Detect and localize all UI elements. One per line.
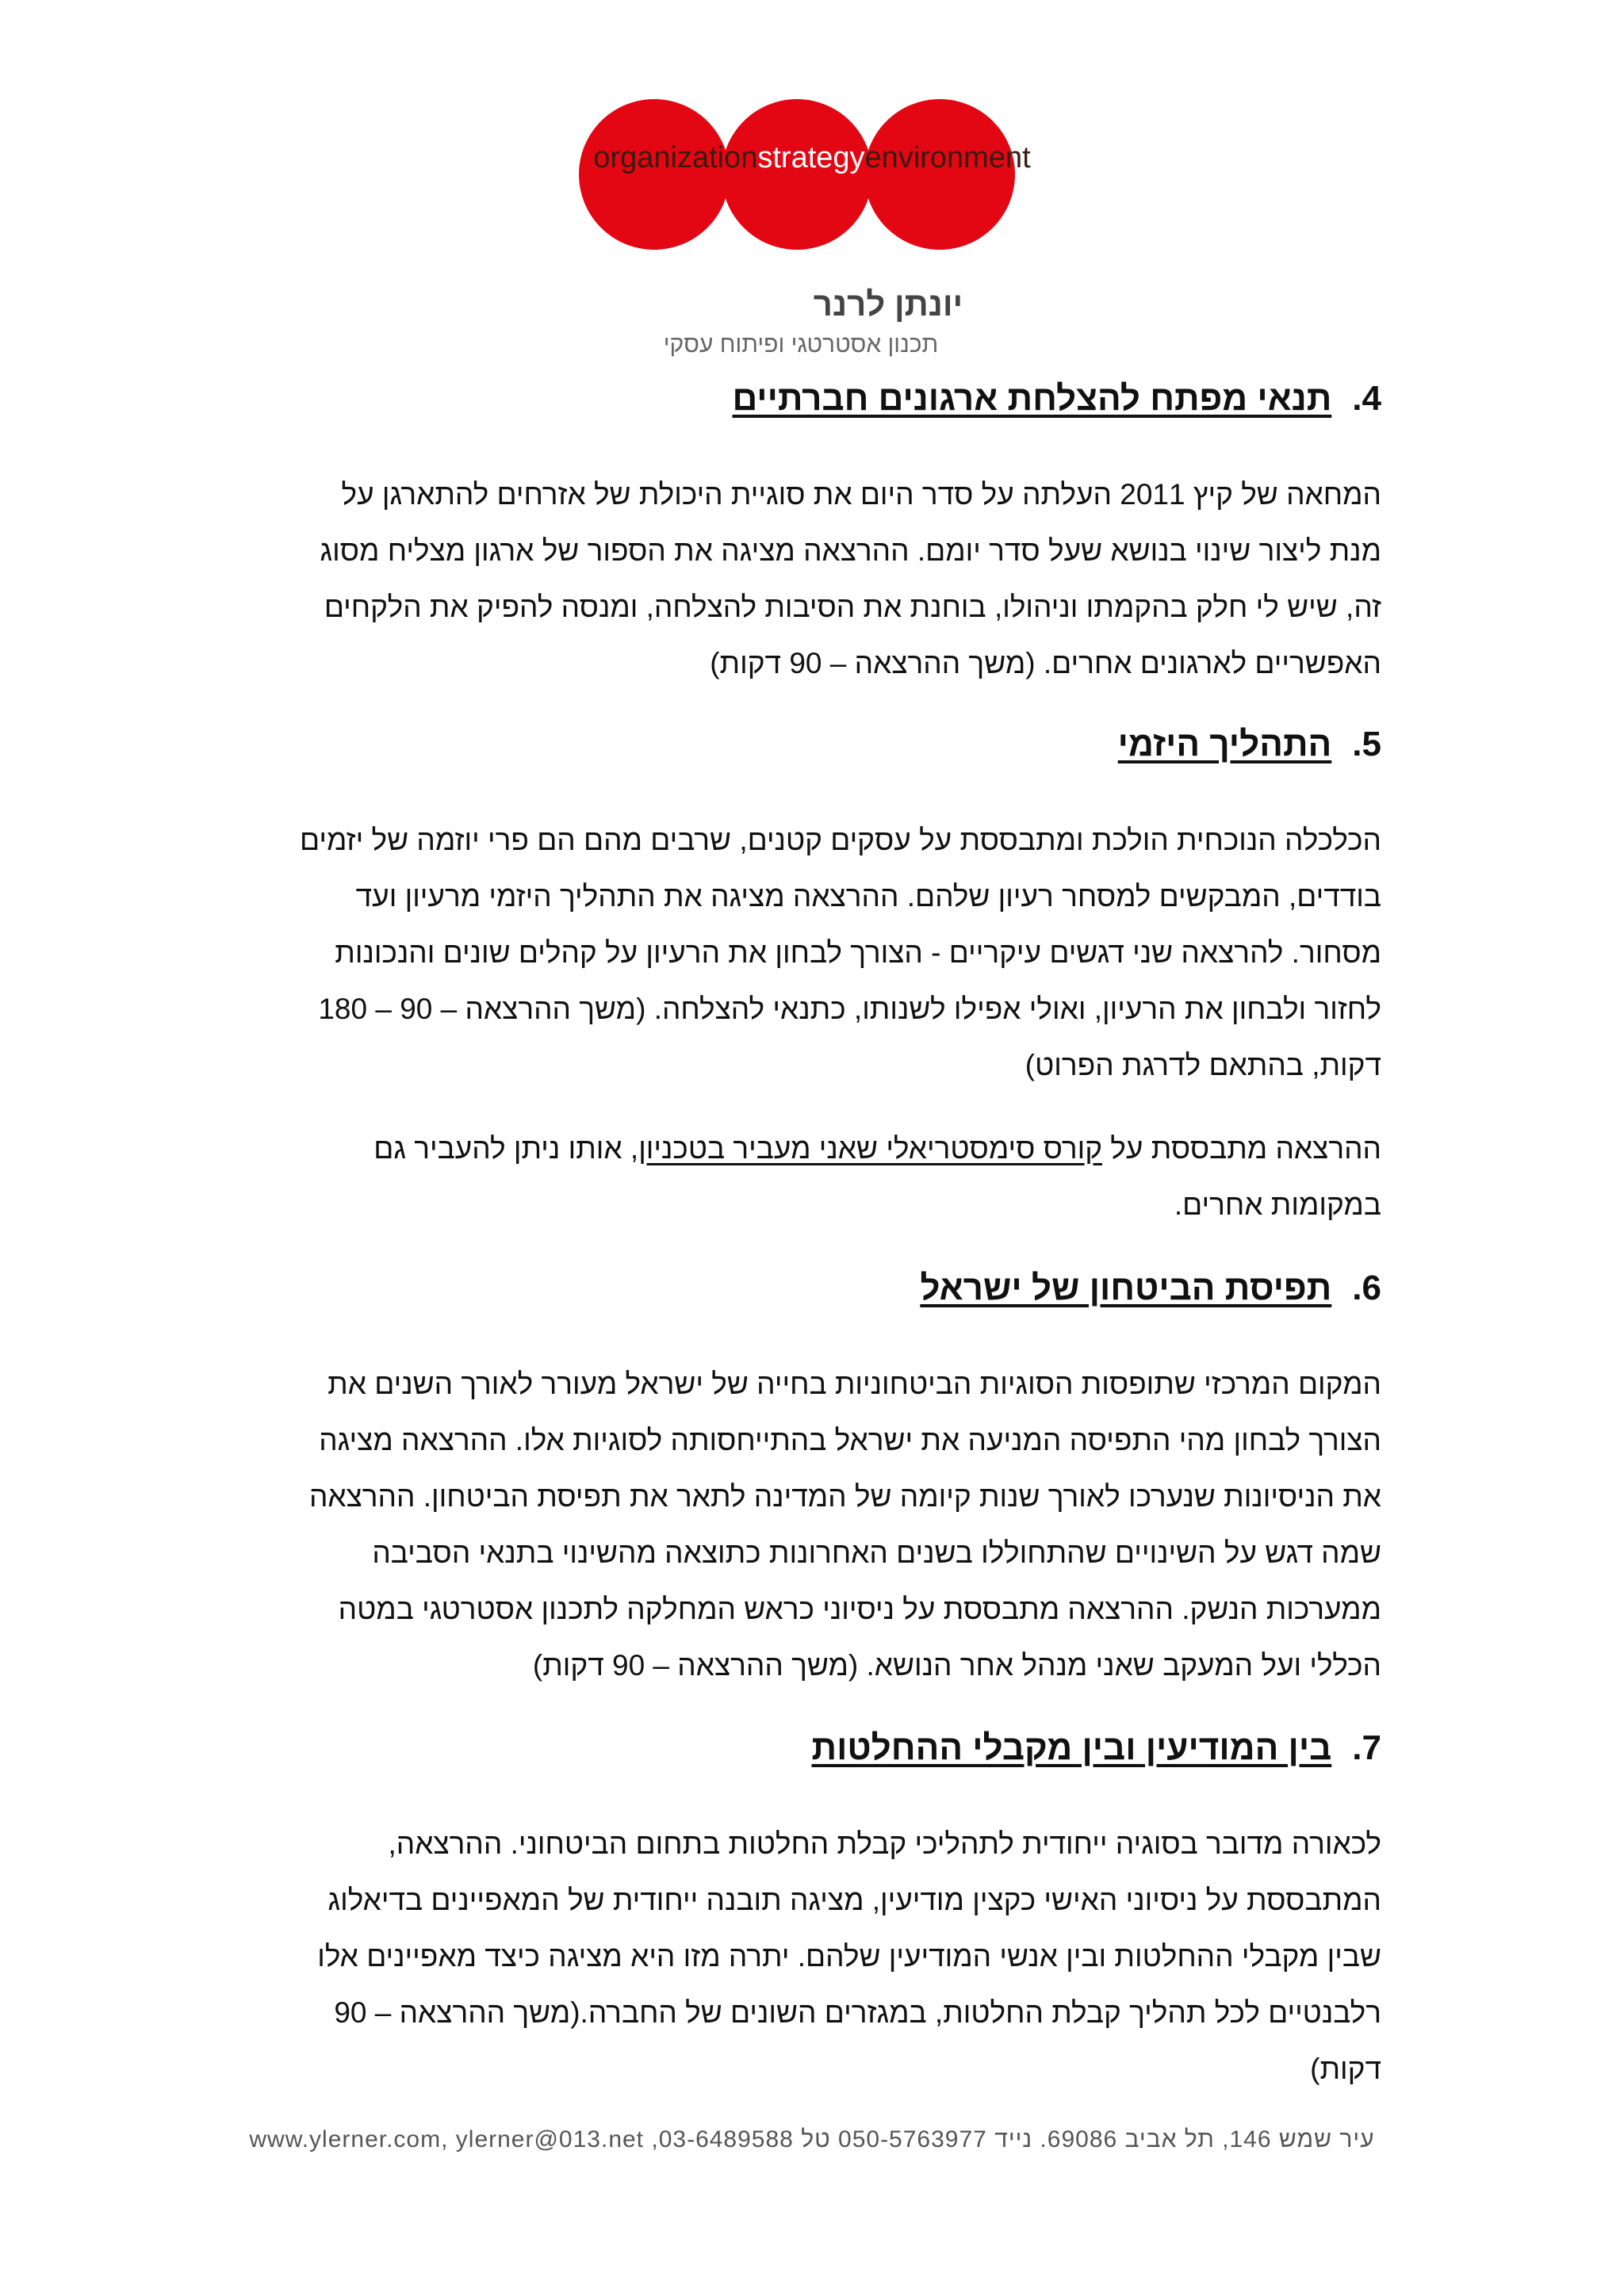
section-5-line: בודדים, המבקשים למסחר רעיון שלהם. ההרצאה מציגה את התהליך היזמי מרעיון ועד xyxy=(355,880,1381,913)
section-4-number: 4. xyxy=(1352,379,1381,418)
section-6-line: שמה דגש על השינויים שהתחוללו בשנים האחרונות כתוצאה מהשינוי בתנאי הסביבה xyxy=(372,1536,1381,1569)
section-6-number: 6. xyxy=(1352,1269,1381,1307)
logo-word-organization: organization xyxy=(593,141,758,174)
section-7-number: 7. xyxy=(1352,1728,1381,1767)
footer-contact: עיר שמש 146, תל אביב 69086. נייד 050-5763977 טל 03-6489588, www.ylerner.com, ylerner@013.net xyxy=(249,2126,1375,2152)
section-4-line: האפשריים לארגונים אחרים. (משך ההרצאה – 90 דקות) xyxy=(710,647,1381,679)
logo-word-environment: environment xyxy=(864,141,1031,174)
section-5-line: מסחור. להרצאה שני דגשים עיקריים - הצורך לבחון את הרעיון על קהלים שונים והנכונות xyxy=(335,936,1381,969)
section-4 xyxy=(320,379,1381,691)
section-6-body xyxy=(309,1356,1381,1693)
section-5-title: התהליך היזמי xyxy=(1117,725,1332,763)
section-5-heading xyxy=(300,725,1381,764)
section-5-body xyxy=(300,812,1381,1093)
section-4-line: מנת ליצור שינוי בנושא שעל סדר יומם. ההרצאה מציגה את הספור של ארגון מצליח מסוג xyxy=(320,534,1381,567)
section-4-line: זה, שיש לי חלק בהקמתו וניהולו, בוחנת את הסיבות להצלחה, ומנסה להפיק את הלקחים xyxy=(324,591,1381,623)
section-7-line: שבין מקבלי ההחלטות ובין אנשי המודיעין שלהם. יתרה מזו היא מציגה כיצד מאפיינים אלו xyxy=(317,1940,1381,1973)
author-tagline: תכנון אסטרטגי ופיתוח עסקי xyxy=(663,331,939,358)
section-7-title: בין המודיעין ובין מקבלי ההחלטות xyxy=(811,1728,1332,1767)
section-5-extra-before: ההרצאה מתבססת על xyxy=(1102,1132,1381,1165)
section-6 xyxy=(309,1269,1381,1693)
section-6-line: הכללי ועל המעקב שאני מנהל אחר הנושא. (משך ההרצאה – 90 דקות) xyxy=(532,1649,1381,1682)
section-5-extra-line: במקומות אחרים. xyxy=(1174,1188,1381,1221)
section-6-heading xyxy=(309,1269,1381,1308)
section-5-line: הכלכלה הנוכחית הולכת ומתבססת על עסקים קטנים, שרבים מהם הם פרי יוזמה של יזמים xyxy=(300,824,1381,856)
section-4-heading xyxy=(320,379,1381,419)
logo-wordmark xyxy=(0,141,1624,175)
section-5-extra-line xyxy=(300,1120,1381,1177)
course-link[interactable]: קורס סימסטריאלי שאני מעביר בטכניון xyxy=(638,1132,1103,1165)
section-6-line: את הניסיונות שנערכו לאורך שנות קיומה של המדינה לתאר את תפיסת הביטחון. ההרצאה xyxy=(308,1480,1381,1513)
section-5 xyxy=(300,725,1381,1233)
section-4-body xyxy=(320,466,1381,691)
section-7-heading xyxy=(317,1728,1381,1768)
section-4-title: תנאי מפתח להצלחת ארגונים חברתיים xyxy=(732,379,1332,418)
section-7-line: המתבססת על ניסיוני האישי כקצין מודיעין, מציגה תובנה ייחודית של המאפיינים בדיאלוג xyxy=(327,1884,1381,1916)
author-name: יונתן לרנר xyxy=(813,285,963,323)
section-5-extra xyxy=(300,1120,1381,1233)
section-7-line: רלבנטיים לכל תהליך קבלת החלטות, במגזרים השונים של החברה.(משך ההרצאה – 90 xyxy=(334,1996,1381,2029)
section-7-line: לכאורה מדובר בסוגיה ייחודית לתהליכי קבלת החלטות בתחום הביטחוני. ההרצאה, xyxy=(388,1827,1381,1860)
section-5-line: לחזור ולבחון את הרעיון, ואולי אפילו לשנותו, כתנאי להצלחה. (משך ההרצאה – 90 – 180 xyxy=(318,993,1381,1025)
section-7-line: דקות) xyxy=(1310,2053,1381,2085)
section-7 xyxy=(317,1728,1381,2097)
section-5-number: 5. xyxy=(1352,725,1381,763)
section-7-body xyxy=(317,1816,1381,2097)
section-4-line: המחאה של קיץ 2011 העלתה על סדר היום את סוגיית היכולת של אזרחים להתארגן על xyxy=(341,478,1381,511)
section-6-line: הצורך לבחון מהי התפיסה המניעה את ישראל בהתייחסותה לסוגיות אלו. ההרצאה מציגה xyxy=(319,1424,1381,1456)
section-5-extra-after: , אותו ניתן להעביר גם xyxy=(373,1132,639,1165)
logo-word-strategy: strategy xyxy=(757,141,865,174)
section-6-title: תפיסת הביטחון של ישראל xyxy=(920,1269,1332,1307)
section-5-line: דקות, בהתאם לדרגת הפרוט) xyxy=(1025,1049,1381,1081)
letterhead xyxy=(0,0,1624,373)
section-6-line: ממערכות הנשק. ההרצאה מתבססת על ניסיוני כראש המחלקה לתכנון אסטרטגי במטה xyxy=(338,1593,1381,1625)
section-6-line: המקום המרכזי שתופסות הסוגיות הביטחוניות בחייה של ישראל מעורר לאורך השנים את xyxy=(327,1368,1381,1400)
